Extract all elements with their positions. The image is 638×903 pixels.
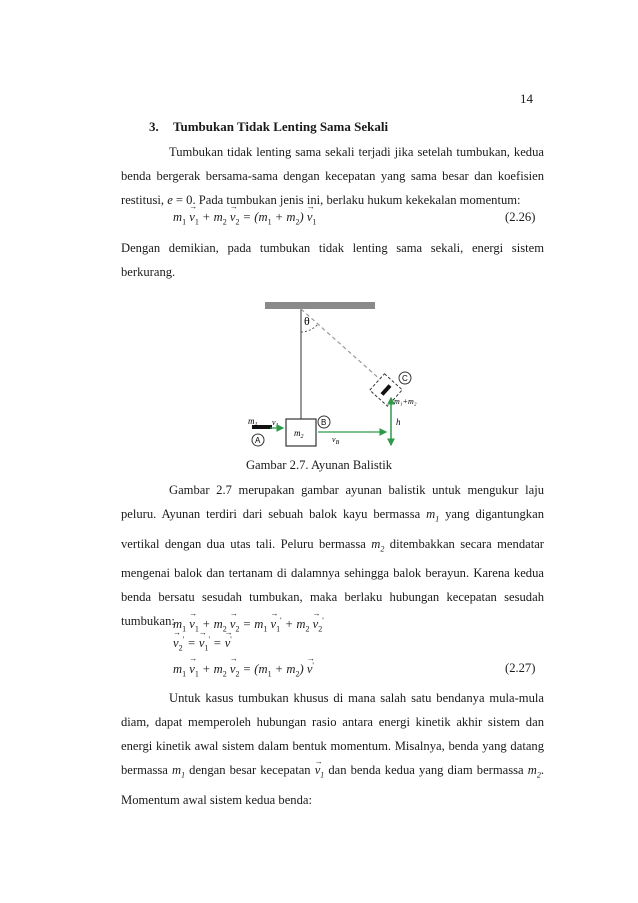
paragraph-2: Dengan demikian, pada tumbukan tidak lenting sama sekali, energi sistem berkurang. — [121, 241, 544, 279]
section-number: 3. — [149, 119, 159, 134]
equation-2-27: $m_1 \to v_1 + m_2 \to v_2 = (m_1 + m_2) \to v'$ — [173, 661, 314, 679]
equation-number-2-26: (2.26) — [505, 210, 536, 224]
paragraph-3: Gambar 2.7 merupakan gambar ayunan balistik untuk mengukur laju peluru. Ayunan terdiri dari sebuah balok kayu bermassa $m_1$ yang digantungkan vertikal dengan dua utas tali. Peluru bermassa $m_2$ ditembakkan secara mendatar mengenai balok dan tertanam di dalamnya sehingga balok berayun. Karena kedua benda bersatu sesudah tumbukan, maka berlaku hubungan kecepatan sesudah tumbukan: — [121, 483, 544, 629]
equation-velocity-equality: → $v_2'$ = → $v_1'$ = → v' — [173, 635, 232, 653]
svg-text:m1: $m_1$ — [248, 416, 258, 428]
figure-caption: Gambar 2.7. Ayunan Balistik — [245, 458, 393, 472]
equation-number-2-27: (2.27) — [505, 661, 536, 675]
height-label: h — [396, 417, 401, 427]
block-m2 — [286, 419, 316, 446]
paragraph-1: Tumbukan tidak lenting sama sekali terjadi jika setelah tumbukan, kedua benda bergerak bersama-sama dengan kecepatan yang sama besar dan koefisien restitusi, e = 0. Pada tumbukan jenis ini, berlaku hukum kekekalan momentum: — [121, 145, 544, 207]
svg-text:vB: $v_B$ — [332, 435, 340, 446]
svg-text:B: B — [321, 418, 327, 427]
svg-text:v1: $v_1$ — [272, 418, 279, 429]
swing-string-dashed — [301, 309, 392, 390]
equation-momentum-line: $m_1 \to v_1 + m_2 \to v_2 = m_1 \to v_1' + m_2 \to v_2'$ — [173, 616, 324, 634]
section-heading — [149, 119, 388, 135]
svg-text:A: A — [255, 436, 261, 445]
ballistic-pendulum-figure — [236, 292, 436, 452]
page-number: 14 — [520, 91, 533, 106]
paragraph-4: Untuk kasus tumbukan khusus di mana salah satu bendanya mula-mula diam, dapat memperoleh hubungan rasio antara energi kinetik akhir sistem dan energi kinetik awal sistem dalam bentuk momentum. Misalnya, benda yang datang bermassa $m_1$ dengan besar kecepatan → $v_1$ dan benda kedua yang diam bermassa $m_2$. Momentum awal sistem kedua benda: — [121, 686, 544, 812]
ceiling-support — [265, 302, 375, 309]
svg-text:m2: $m_2$ — [294, 428, 304, 440]
svg-text:C: C — [402, 374, 408, 383]
theta-label: θ — [304, 314, 310, 328]
section-title: Tumbukan Tidak Lenting Sama Sekali — [173, 119, 389, 134]
combined-mass-label: m₁+m₂ — [394, 397, 417, 406]
equation-2-26: $m_1 \to v_1 + m_2 \to v_2 = (m_1 + m_2) \to v_1$ — [173, 210, 316, 227]
